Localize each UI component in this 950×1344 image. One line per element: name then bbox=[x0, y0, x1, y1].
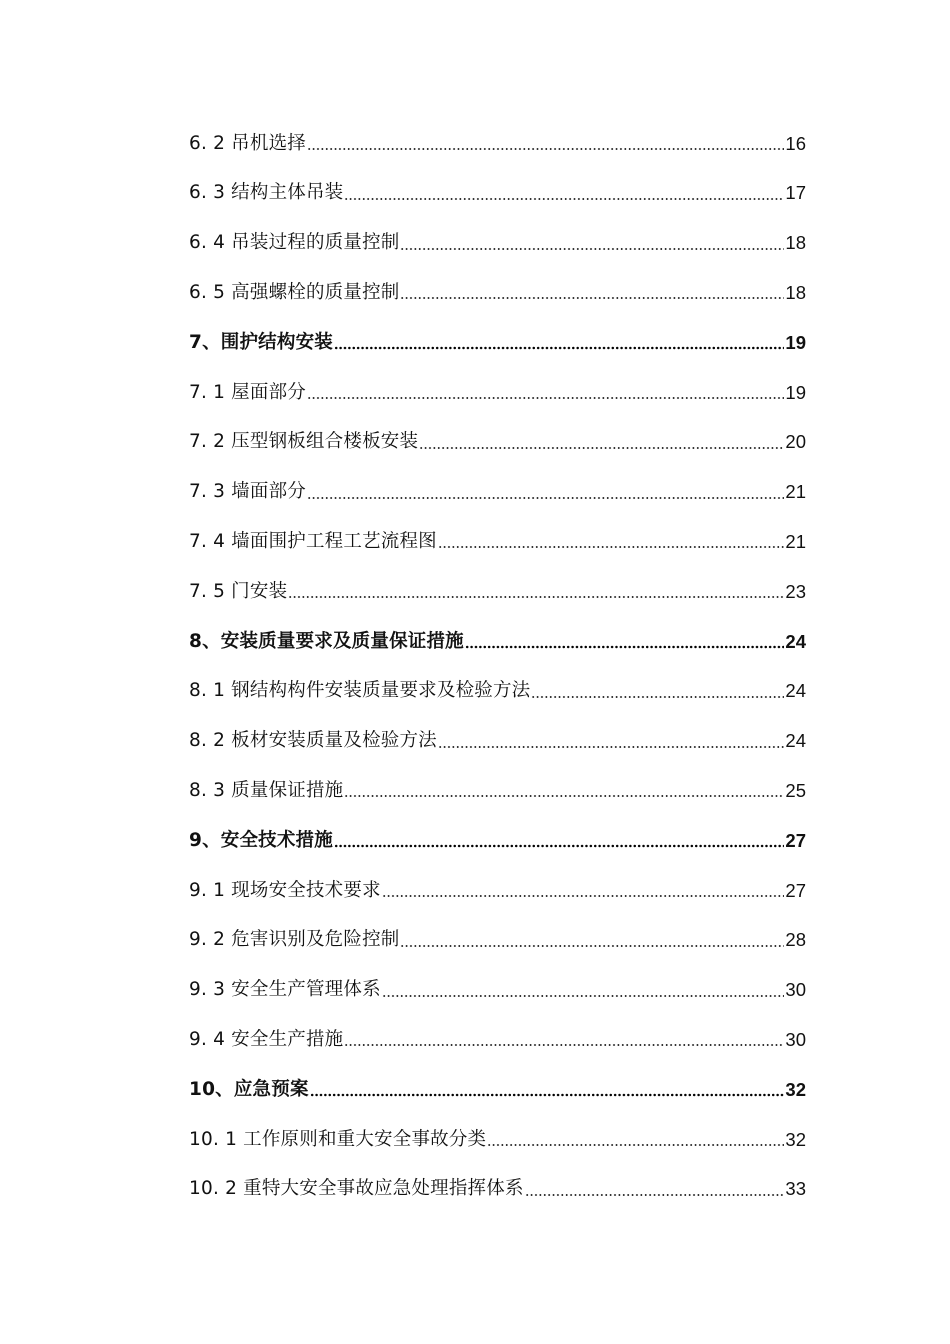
toc-entry-title: 7. 4 墙面围护工程工艺流程图 bbox=[189, 531, 437, 553]
toc-entry-title: 9、安全技术措施 bbox=[189, 829, 333, 851]
toc-entry-page: 17 bbox=[785, 182, 806, 204]
toc-chapter-entry[interactable] bbox=[189, 318, 806, 368]
toc-entry-title: 6. 5 高强螺栓的质量控制 bbox=[189, 282, 400, 304]
toc-entry-title: 9. 4 安全生产措施 bbox=[189, 1028, 344, 1050]
toc-entry-page: 30 bbox=[785, 979, 806, 1001]
toc-entry[interactable] bbox=[189, 866, 806, 916]
toc-entry[interactable] bbox=[189, 368, 806, 418]
toc-entry-page: 27 bbox=[785, 829, 806, 851]
toc-entry-title: 8、安装质量要求及质量保证措施 bbox=[189, 630, 464, 652]
dot-leader bbox=[487, 1129, 784, 1151]
toc-entry-page: 24 bbox=[785, 630, 806, 652]
dot-leader bbox=[531, 681, 784, 703]
toc-entry[interactable] bbox=[189, 667, 806, 717]
toc-entry[interactable] bbox=[189, 517, 806, 567]
toc-entry[interactable] bbox=[189, 468, 806, 518]
toc-entry[interactable] bbox=[189, 219, 806, 269]
toc-entry[interactable] bbox=[189, 567, 806, 617]
toc-entry-page: 18 bbox=[785, 282, 806, 304]
dot-leader bbox=[344, 183, 784, 205]
dot-leader bbox=[438, 730, 785, 752]
toc-entry-page: 18 bbox=[785, 232, 806, 254]
toc-entry-title: 6. 3 结构主体吊装 bbox=[189, 182, 344, 204]
dot-leader bbox=[400, 282, 784, 304]
toc-entry-title: 8. 2 板材安装质量及检验方法 bbox=[189, 730, 437, 752]
toc-entry[interactable] bbox=[189, 418, 806, 468]
toc-entry-page: 33 bbox=[785, 1178, 806, 1200]
dot-leader bbox=[438, 531, 785, 553]
toc-entry[interactable] bbox=[189, 966, 806, 1016]
toc-entry[interactable] bbox=[189, 119, 806, 169]
toc-chapter-entry[interactable] bbox=[189, 816, 806, 866]
toc-entry-title: 6. 4 吊装过程的质量控制 bbox=[189, 232, 400, 254]
dot-leader bbox=[334, 830, 784, 852]
toc-entry-page: 28 bbox=[785, 929, 806, 951]
toc-entry-title: 9. 3 安全生产管理体系 bbox=[189, 979, 381, 1001]
toc-entry-page: 27 bbox=[785, 879, 806, 901]
toc-entry-title: 7. 3 墙面部分 bbox=[189, 481, 306, 503]
dot-leader bbox=[310, 1079, 785, 1101]
toc-entry-page: 30 bbox=[785, 1028, 806, 1050]
toc-entry-title: 7、围护结构安装 bbox=[189, 331, 333, 353]
toc-entry-title: 10. 1 工作原则和重大安全事故分类 bbox=[189, 1128, 487, 1150]
dot-leader bbox=[344, 780, 784, 802]
dot-leader bbox=[307, 133, 784, 155]
table-of-contents bbox=[189, 119, 806, 1215]
dot-leader bbox=[307, 481, 784, 503]
toc-entry-page: 23 bbox=[785, 580, 806, 602]
toc-entry-title: 7. 2 压型钢板组合楼板安装 bbox=[189, 431, 419, 453]
toc-entry-title: 9. 1 现场安全技术要求 bbox=[189, 879, 381, 901]
dot-leader bbox=[334, 332, 784, 354]
toc-entry-title: 7. 5 门安装 bbox=[189, 580, 288, 602]
dot-leader bbox=[400, 232, 784, 254]
toc-entry[interactable] bbox=[189, 766, 806, 816]
toc-entry-title: 9. 2 危害识别及危险控制 bbox=[189, 929, 400, 951]
toc-entry-page: 32 bbox=[785, 1128, 806, 1150]
toc-entry-page: 21 bbox=[785, 481, 806, 503]
dot-leader bbox=[344, 1029, 784, 1051]
toc-entry-page: 19 bbox=[785, 381, 806, 403]
dot-leader bbox=[307, 382, 784, 404]
toc-entry[interactable] bbox=[189, 268, 806, 318]
toc-entry-page: 21 bbox=[785, 531, 806, 553]
dot-leader bbox=[525, 1179, 785, 1201]
toc-entry-page: 32 bbox=[785, 1078, 806, 1100]
toc-entry-page: 24 bbox=[785, 730, 806, 752]
toc-entry[interactable] bbox=[189, 916, 806, 966]
toc-entry-page: 25 bbox=[785, 780, 806, 801]
toc-entry-title: 10. 2 重特大安全事故应急处理指挥体系 bbox=[189, 1178, 524, 1200]
dot-leader bbox=[382, 979, 785, 1001]
dot-leader bbox=[419, 432, 784, 454]
dot-leader bbox=[288, 581, 784, 603]
toc-entry-title: 10、应急预案 bbox=[189, 1078, 309, 1100]
toc-entry[interactable] bbox=[189, 1165, 806, 1215]
toc-entry-title: 6. 2 吊机选择 bbox=[189, 132, 306, 154]
toc-entry-title: 8. 1 钢结构构件安装质量要求及检验方法 bbox=[189, 680, 531, 702]
dot-leader bbox=[382, 880, 785, 902]
toc-chapter-entry[interactable] bbox=[189, 1065, 806, 1115]
toc-entry-page: 19 bbox=[785, 331, 806, 353]
toc-chapter-entry[interactable] bbox=[189, 617, 806, 667]
toc-entry-page: 20 bbox=[785, 431, 806, 453]
toc-entry[interactable] bbox=[189, 717, 806, 767]
toc-entry[interactable] bbox=[189, 169, 806, 219]
toc-entry-page: 16 bbox=[785, 132, 806, 154]
dot-leader bbox=[400, 930, 784, 952]
toc-entry[interactable] bbox=[189, 1015, 806, 1065]
toc-entry-page: 24 bbox=[785, 680, 806, 702]
toc-entry[interactable] bbox=[189, 1115, 806, 1165]
toc-entry-title: 8. 3 质量保证措施 bbox=[189, 780, 344, 801]
dot-leader bbox=[465, 631, 785, 653]
toc-entry-title: 7. 1 屋面部分 bbox=[189, 381, 306, 403]
